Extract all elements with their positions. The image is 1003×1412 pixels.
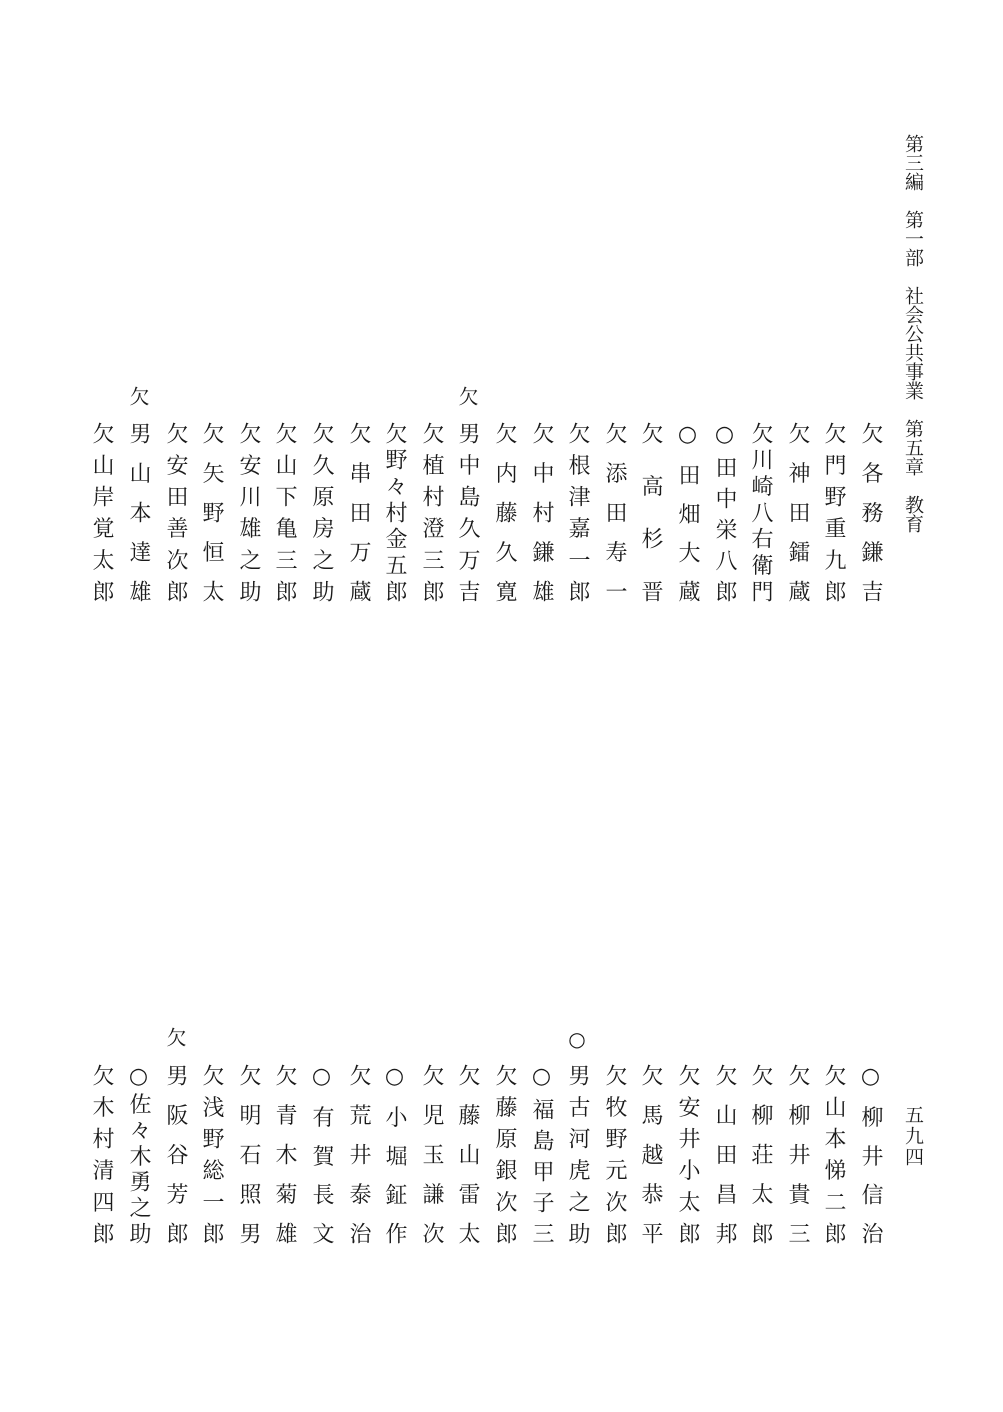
list-item: 欠山岸覚太郎 <box>89 422 114 602</box>
list-item: 男古河虎之助 <box>565 1064 590 1244</box>
list-item: 欠藤山雷太 <box>455 1064 480 1244</box>
list-item: 欠山本悌二郎 <box>821 1064 846 1244</box>
list-item: 欠高杉晋 <box>638 422 663 602</box>
list-item: 欠野々村金五郎 <box>382 422 407 602</box>
list-item: ○福島甲子三 <box>529 1064 554 1244</box>
list-item: ○田畑大蔵 <box>675 422 700 602</box>
list-item: 欠児玉謙次 <box>419 1064 444 1244</box>
list-item: 欠明石照男 <box>236 1064 261 1244</box>
list-item: ○小堀鉦作 <box>382 1064 407 1244</box>
list-item: 欠山下亀三郎 <box>272 422 297 602</box>
list-item: 男阪谷芳郎 <box>163 1064 188 1244</box>
list-item: 欠矢野恒太 <box>199 422 224 602</box>
list-item: 欠牧野元次郎 <box>602 1064 627 1244</box>
list-item: ○佐々木勇之助 <box>126 1064 151 1244</box>
list-item: 欠浅野総一郎 <box>199 1064 224 1244</box>
list-item: 欠安田善次郎 <box>163 422 188 602</box>
list-item: 欠川崎八右衛門 <box>748 422 773 602</box>
list-item: 欠串田万蔵 <box>346 422 371 602</box>
list-item: ○有賀長文 <box>309 1064 334 1244</box>
list-item: 欠根津嘉一郎 <box>565 422 590 602</box>
list-item: 男中島久万吉 <box>455 422 480 602</box>
list-item-mark: 欠 <box>163 1027 187 1047</box>
list-item: 欠植村澄三郎 <box>419 422 444 602</box>
page-number: 五九四 <box>902 1105 924 1168</box>
list-item-mark: 欠 <box>455 386 479 406</box>
list-item: 欠青木菊雄 <box>272 1064 297 1244</box>
list-item: ○柳井信治 <box>858 1064 883 1244</box>
list-item: ○田中栄八郎 <box>712 422 737 602</box>
list-item: 欠安井小太郎 <box>675 1064 700 1244</box>
list-item: 欠中村鎌雄 <box>529 422 554 602</box>
list-item-mark: 欠 <box>126 386 150 406</box>
list-item: 欠久原房之助 <box>309 422 334 602</box>
list-item: 欠添田寿一 <box>602 422 627 602</box>
list-item: 欠各務鎌吉 <box>858 422 883 602</box>
list-item: 欠安川雄之助 <box>236 422 261 602</box>
list-item: 欠門野重九郎 <box>821 422 846 602</box>
running-head: 第三編 第一部 社会公共事業 第五章 教育 <box>902 134 924 533</box>
list-item: 欠山田昌邦 <box>712 1064 737 1244</box>
list-item: 欠荒井泰治 <box>346 1064 371 1244</box>
list-item-mark: ○ <box>565 1027 589 1051</box>
list-item: 欠藤原銀次郎 <box>492 1064 517 1244</box>
list-item: 欠柳井貴三 <box>785 1064 810 1244</box>
list-item: 欠柳荘太郎 <box>748 1064 773 1244</box>
list-item: 欠木村清四郎 <box>89 1064 114 1244</box>
list-item: 欠神田鐳蔵 <box>785 422 810 602</box>
list-item: 男山本達雄 <box>126 422 151 602</box>
list-item: 欠馬越恭平 <box>638 1064 663 1244</box>
list-item: 欠内藤久寛 <box>492 422 517 602</box>
